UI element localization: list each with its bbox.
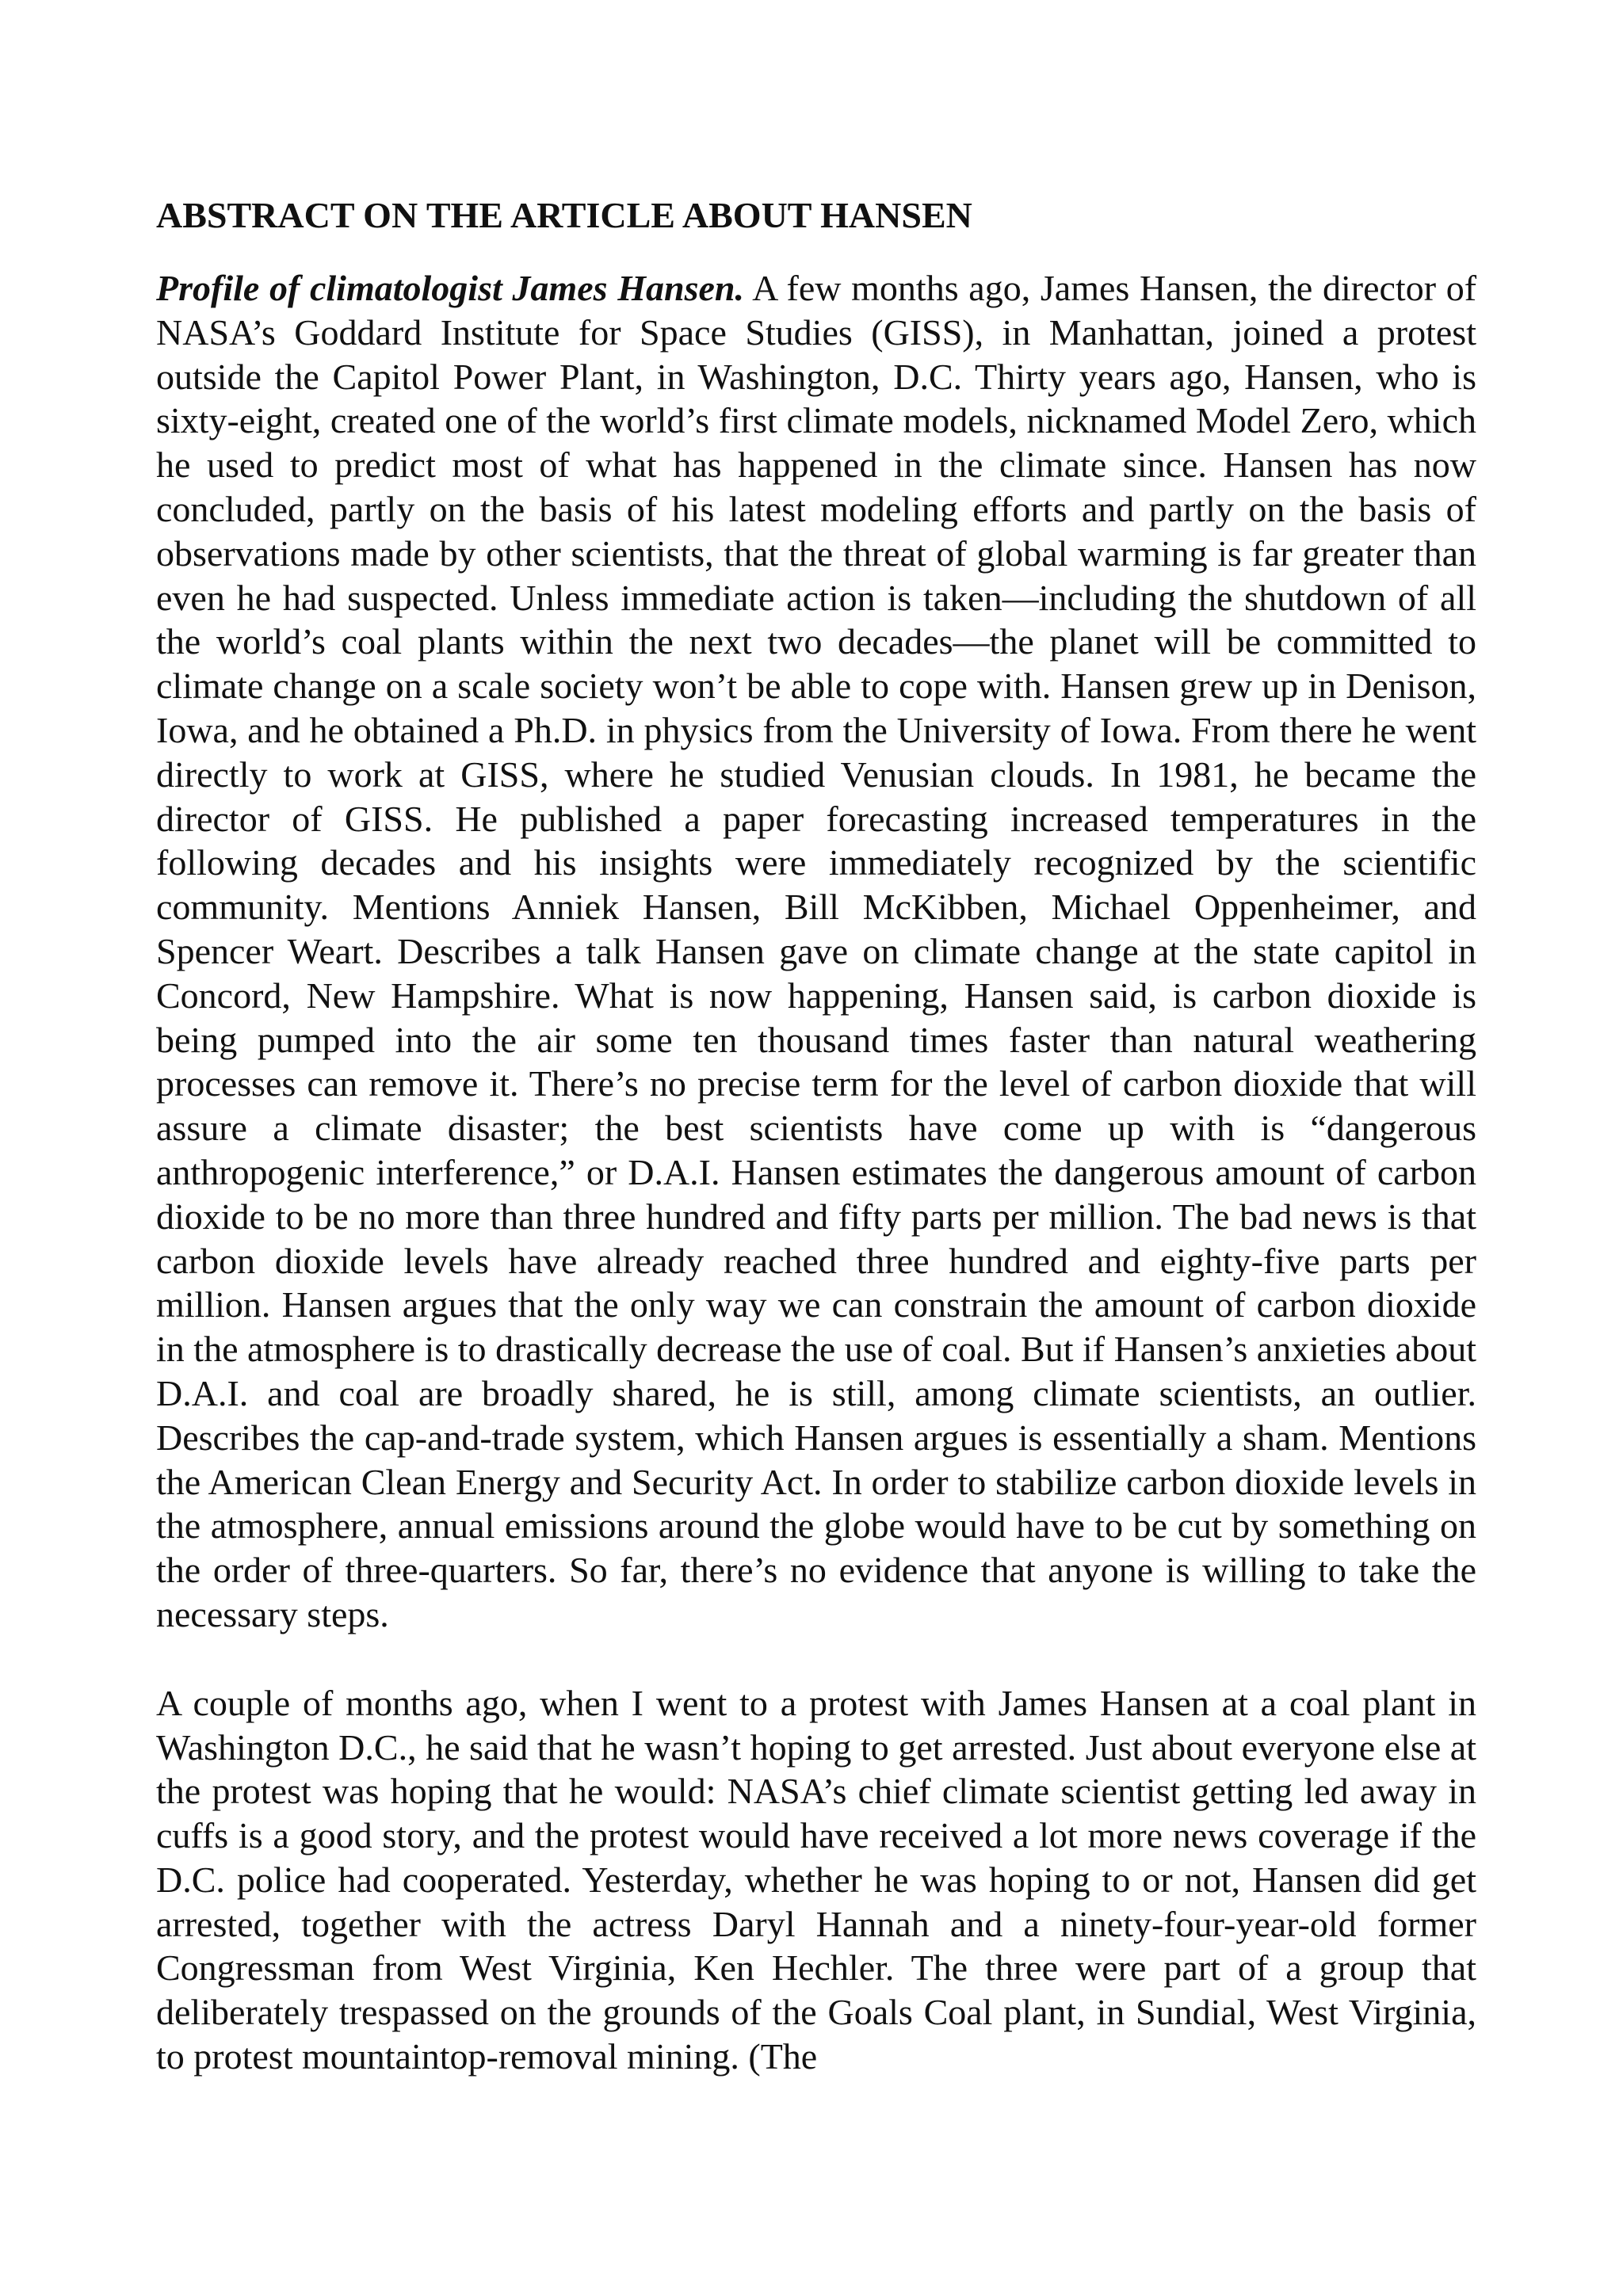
article-paragraph — [156, 1681, 1476, 2079]
document-heading: ABSTRACT ON THE ARTICLE ABOUT HANSEN — [156, 195, 972, 235]
abstract-body: A few months ago, James Hansen, the director of NASA’s Goddard Institute for Space Studies (GISS), in Manhattan, joined a protest outside the Capitol Power Plant, in Washington, D.C. Thirty years ago, Hansen, who is sixty-eight, created one of the world’s first climate models, nicknamed Model Zero, which he used to predict most of what has happened in the climate since. Hansen has now concluded, partly on the basis of his latest modeling efforts and partly on the basis of observations made by other scientists, that the threat of global warming is far greater than even he had suspected. Unless immediate action is taken—including the shutdown of all the world’s coal plants within the next two decades—the planet will be committed to climate change on a scale society won’t be able to cope with. Hansen grew up in Denison, Iowa, and he obtained a Ph.D. in physics from the University of Iowa. From there he went directly to work at GISS, where he studied Venusian clouds. In 1981, he became the director of GISS. He published a paper forecasting increased temperatures in the following decades and his insights were immediately recognized by the scientific community. Mentions Anniek Hansen, Bill McKibben, Michael Oppenheimer, and Spencer Weart. Describes a talk Hansen gave on climate change at the state capitol in Concord, New Hampshire. What is now happening, Hansen said, is carbon dioxide is being pumped into the air some ten thousand times faster than natural weathering processes can remove it. There’s no precise term for the level of carbon dioxide that will assure a climate disaster; the best scientists have come up with is “dangerous anthropogenic interference,” or D.A.I. Hansen estimates the dangerous amount of carbon dioxide to be no more than three hundred and fifty parts per million. The bad news is that carbon dioxide levels have already reached three hundred and eighty-five parts per million. Hansen argues that the only way we can constrain the amount of carbon dioxide in the atmosphere is to drastically decrease the use of coal. But if Hansen’s anxieties about D.A.I. and coal are broadly shared, he is still, among climate scientists, an outlier. Describes the cap-and-trade system, which Hansen argues is essentially a sham. Mentions the American Clean Energy and Security Act. In order to stabilize carbon dioxide levels in the atmosphere, annual emissions around the globe would have to be cut by something on the order of three-quarters. So far, there’s no evidence that anyone is willing to take the necessary steps. — [156, 268, 1477, 1634]
abstract-paragraph — [156, 266, 1476, 1637]
article-body: A couple of months ago, when I went to a protest with James Hansen at a coal plant in Washington D.C., he said that he wasn’t hoping to get arrested. Just about everyone else at the protest was hoping that he would: NASA’s chief climate scientist getting led away in cuffs is a good story, and the protest would have received a lot more news coverage if the D.C. police had cooperated. Yesterday, whether he was hoping to or not, Hansen did get arrested, together with the actress Daryl Hannah and a ninety-four-year-old former Congressman from West Virginia, Ken Hechler. The three were part of a group that deliberately trespassed on the grounds of the Goals Coal plant, in Sundial, West Virginia, to protest mountaintop-removal mining. (The — [156, 1682, 1476, 2077]
abstract-lead: Profile of climatologist James Hansen. — [156, 268, 744, 308]
